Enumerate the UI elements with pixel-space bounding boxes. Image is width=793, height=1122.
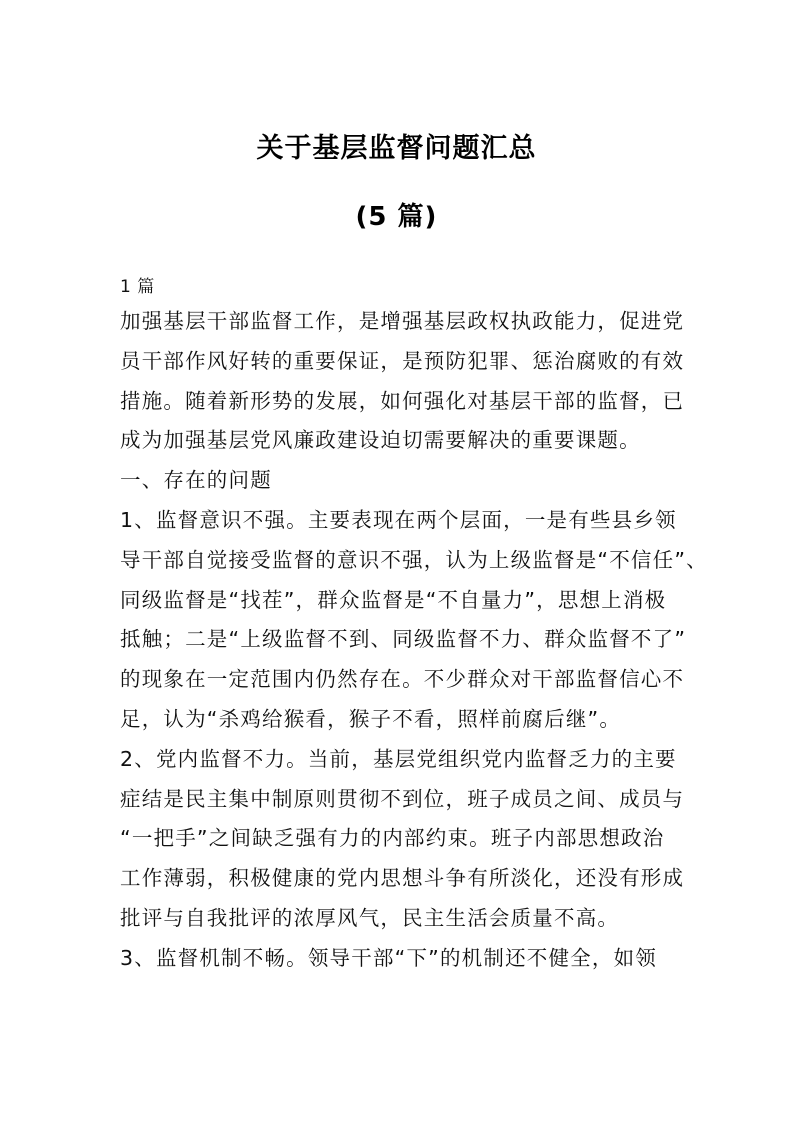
document-subtitle: (5 篇) [355, 202, 438, 232]
body-line: 导干部自觉接受监督的意识不强，认为上级监督是“不信任”、 [120, 547, 708, 572]
body-line: 足，认为“杀鸡给猴看，猴子不看，照样前腐后继”。 [120, 706, 622, 731]
body-line: 1、监督意识不强。主要表现在两个层面，一是有些县乡领 [120, 507, 677, 532]
body-line: 工作薄弱，积极健康的党内思想斗争有所淡化，还没有形成 [120, 866, 685, 891]
document-title: 关于基层监督问题汇总 [256, 133, 537, 164]
body-line: 措施。随着新形势的发展，如何强化对基层干部的监督，已 [120, 388, 685, 413]
document-body [120, 272, 708, 979]
body-line: 症结是民主集中制原则贯彻不到位，班子成员之间、成员与 [120, 786, 685, 811]
body-line: 抵触；二是“上级监督不到、同级监督不力、群众监督不了” [120, 627, 687, 652]
section-label: 1 篇 [120, 277, 155, 297]
body-line: 成为加强基层党风廉政建设迫切需要解决的重要课题。 [120, 428, 641, 453]
body-line: 同级监督是“找茬”，群众监督是“不自量力”，思想上消极 [120, 587, 667, 612]
body-line: 2、党内监督不力。当前，基层党组织党内监督乏力的主要 [120, 746, 677, 771]
body-line: 加强基层干部监督工作，是增强基层政权执政能力，促进党 [120, 309, 685, 333]
body-line: “一把手”之间缺乏强有力的内部约束。班子内部思想政治 [120, 826, 665, 851]
section-heading: 一、存在的问题 [120, 468, 272, 493]
body-line: 员干部作风好转的重要保证，是预防犯罪、惩治腐败的有效 [120, 348, 685, 373]
body-line: 3、监督机制不畅。领导干部“下”的机制还不健全，如领 [120, 945, 657, 970]
body-line: 的现象在一定范围内仍然存在。不少群众对干部监督信心不 [120, 667, 685, 692]
body-line: 批评与自我批评的浓厚风气，民主生活会质量不高。 [120, 905, 620, 930]
